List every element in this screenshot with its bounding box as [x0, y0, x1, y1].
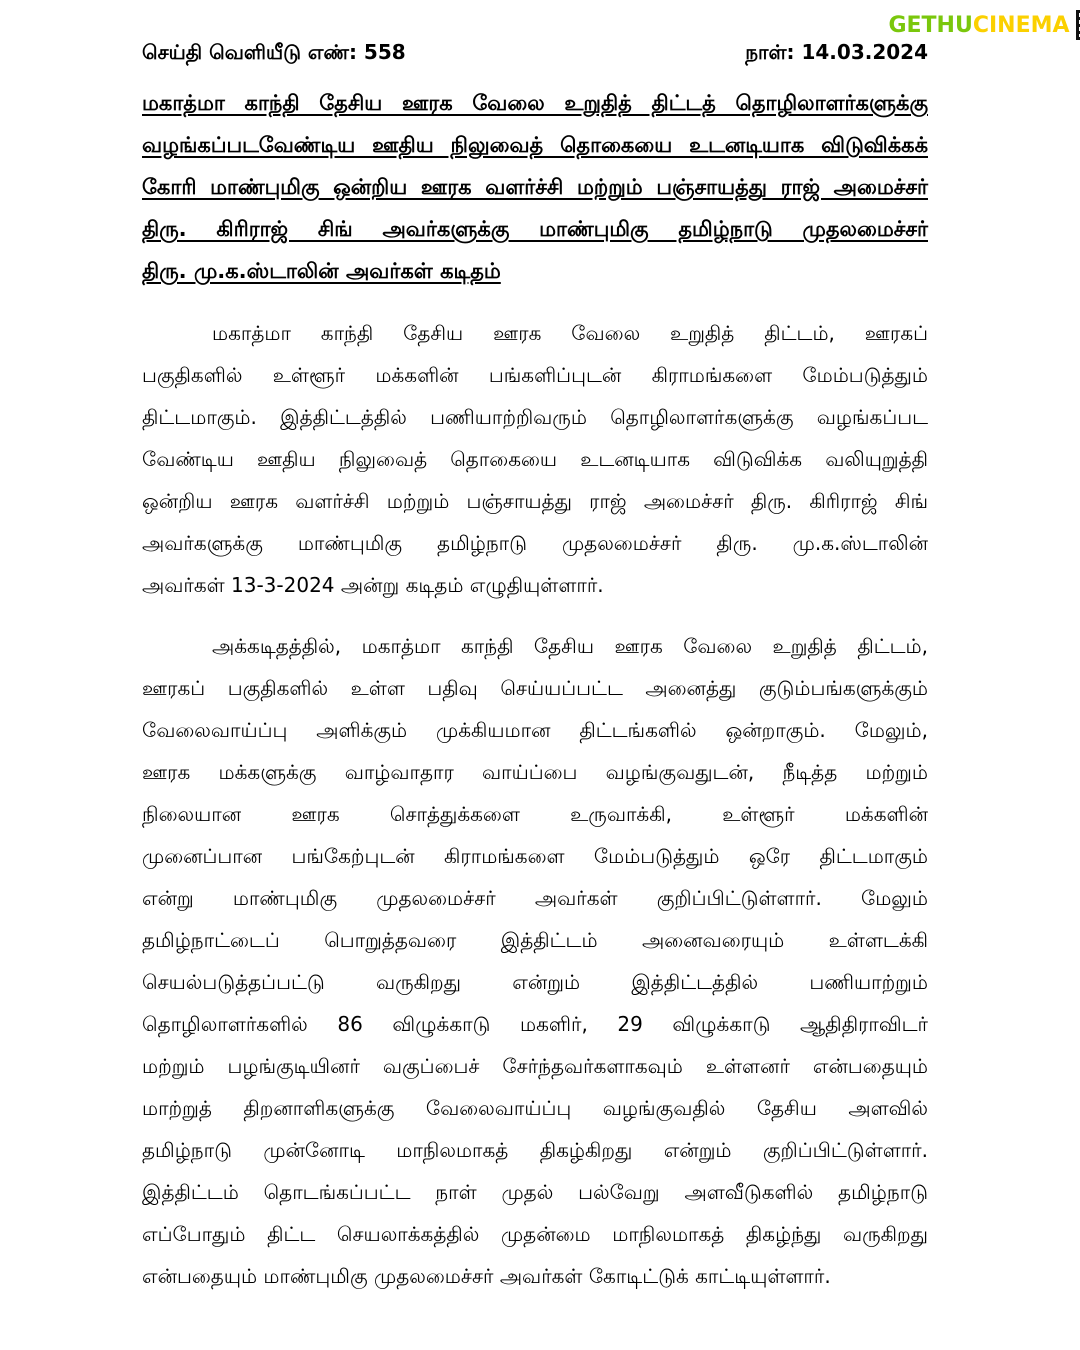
headline-line: திரு. கிரிராஜ் சிங் அவர்களுக்கு மாண்புமிகு தமிழ்நாடு முதலமைச்சர்: [142, 217, 928, 241]
paragraph-line: தமிழ்நாட்டைப் பொறுத்தவரை இத்திட்டம் அனைவரையும் உள்ளடக்கி: [142, 928, 928, 952]
paragraph-line: அவர்கள் 13-3-2024 அன்று கடிதம் எழுதியுள்ளார்.: [142, 573, 604, 597]
paragraph-line: ஒன்றிய ஊரக வளர்ச்சி மற்றும் பஞ்சாயத்து ராஜ் அமைச்சர் திரு. கிரிராஜ் சிங்: [142, 489, 928, 513]
header-row: [142, 40, 928, 67]
headline-line: கோரி மாண்புமிகு ஒன்றிய ஊரக வளர்ச்சி மற்றும் பஞ்சாயத்து ராஜ் அமைச்சர்: [142, 175, 928, 199]
paragraph-line: ஊரகப் பகுதிகளில் உள்ள பதிவு செய்யப்பட்ட அனைத்து குடும்பங்களுக்கும்: [142, 676, 928, 700]
paragraph-line: வேண்டிய ஊதிய நிலுவைத் தொகையை உடனடியாக விடுவிக்க வலியுறுத்தி: [142, 447, 928, 471]
paragraph-line: வேலைவாய்ப்பு அளிக்கும் முக்கியமான திட்டங்களில் ஒன்றாகும். மேலும்,: [142, 718, 928, 742]
paragraph-line: மகாத்மா காந்தி தேசிய ஊரக வேலை உறுதித் திட்டம், ஊரகப்: [212, 321, 928, 345]
paragraph-line: நிலையான ஊரக சொத்துக்களை உருவாக்கி, உள்ளூர் மக்களின்: [142, 802, 928, 826]
body-paragraph-1: [142, 315, 928, 609]
release-date: நாள்: 14.03.2024: [745, 40, 928, 64]
release-number: செய்தி வெளியீடு எண்: 558: [142, 40, 406, 64]
headline-line: திரு. மு.க.ஸ்டாலின் அவர்கள் கடிதம்: [142, 259, 501, 283]
paragraph-line: மற்றும் பழங்குடியினர் வகுப்பைச் சேர்ந்தவர்களாகவும் உள்ளனர் என்பதையும்: [142, 1054, 928, 1078]
paragraph-line: இத்திட்டம் தொடங்கப்பட்ட நாள் முதல் பல்வேறு அளவீடுகளில் தமிழ்நாடு: [142, 1180, 928, 1204]
body-paragraph-2: [142, 628, 928, 1300]
logo-text-part1: GETHU: [888, 12, 973, 38]
film-reel-icon: [1076, 10, 1080, 40]
paragraph-line: பகுதிகளில் உள்ளூர் மக்களின் பங்களிப்புடன் கிராமங்களை மேம்படுத்தும்: [142, 363, 928, 387]
paragraph-line: அவர்களுக்கு மாண்புமிகு தமிழ்நாடு முதலமைச்சர் திரு. மு.க.ஸ்டாலின்: [142, 531, 928, 555]
paragraph-line: என்பதையும் மாண்புமிகு முதலமைச்சர் அவர்கள் கோடிட்டுக் காட்டியுள்ளார்.: [142, 1264, 831, 1288]
paragraph-line: மாற்றுத் திறனாளிகளுக்கு வேலைவாய்ப்பு வழங்குவதில் தேசிய அளவில்: [142, 1096, 928, 1120]
paragraph-line: திட்டமாகும். இத்திட்டத்தில் பணியாற்றிவரும் தொழிலாளர்களுக்கு வழங்கப்பட: [142, 405, 928, 429]
paragraph-line: அக்கடிதத்தில், மகாத்மா காந்தி தேசிய ஊரக வேலை உறுதித் திட்டம்,: [212, 634, 928, 658]
paragraph-line: செயல்படுத்தப்பட்டு வருகிறது என்றும் இத்திட்டத்தில் பணியாற்றும்: [142, 970, 928, 994]
logo-text: [888, 13, 1069, 38]
paragraph-line: எப்போதும் திட்ட செயலாக்கத்தில் முதன்மை மாநிலமாகத் திகழ்ந்து வருகிறது: [142, 1222, 928, 1246]
logo-text-part2: CINEMA: [972, 12, 1070, 38]
headline-line: மகாத்மா காந்தி தேசிய ஊரக வேலை உறுதித் திட்டத் தொழிலாளர்களுக்கு: [142, 91, 928, 115]
paragraph-line: ஊரக மக்களுக்கு வாழ்வாதார வாய்ப்பை வழங்குவதுடன், நீடித்த மற்றும்: [142, 760, 928, 784]
paragraph-line: முனைப்பான பங்கேற்புடன் கிராமங்களை மேம்படுத்தும் ஒரே திட்டமாகும்: [142, 844, 928, 868]
headline: [142, 86, 928, 296]
paragraph-line: தொழிலாளர்களில் 86 விழுக்காடு மகளிர், 29 விழுக்காடு ஆதிதிராவிடர்: [142, 1012, 928, 1036]
headline-line: வழங்கப்படவேண்டிய ஊதிய நிலுவைத் தொகையை உடனடியாக விடுவிக்கக்: [142, 133, 928, 157]
paragraph-line: என்று மாண்புமிகு முதலமைச்சர் அவர்கள் குறிப்பிட்டுள்ளார். மேலும்: [142, 886, 928, 910]
watermark-logo: [888, 6, 1074, 44]
paragraph-line: தமிழ்நாடு முன்னோடி மாநிலமாகத் திகழ்கிறது என்றும் குறிப்பிட்டுள்ளார்.: [142, 1138, 928, 1162]
